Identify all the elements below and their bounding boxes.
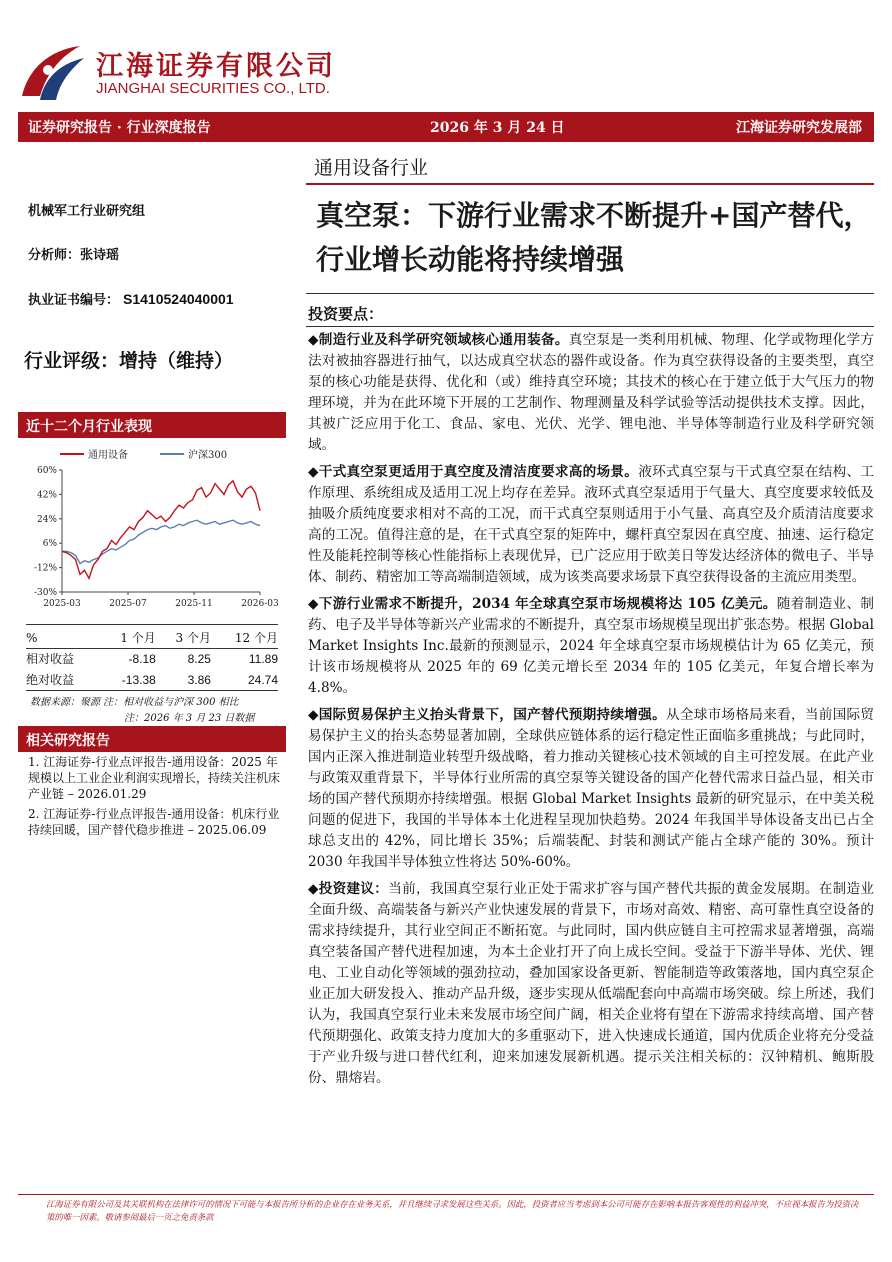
- table-header: 12 个月: [234, 631, 278, 645]
- related-report-item[interactable]: 1. 江海证券-行业点评报告-通用设备：2025 年规模以上工业企业利润实现增长，持续关注机床产业链 – 2026.01.29: [28, 755, 281, 801]
- highlight-lead: ◆国际贸易保护主义抬头背景下，国产替代预期持续增强。: [308, 707, 666, 723]
- certificate-line: [28, 289, 234, 308]
- report-type: 证券研究报告 · 行业深度报告: [28, 120, 211, 136]
- table-top-rule: [26, 624, 278, 625]
- y-tick-label: 60%: [36, 466, 57, 476]
- x-tick-label: 2025-07: [109, 599, 147, 609]
- related-reports-list: [28, 754, 280, 838]
- cell-1m: -8.18: [128, 651, 156, 666]
- x-tick-label: 2026-03: [241, 599, 279, 609]
- header-bar: [18, 112, 874, 142]
- highlight-paragraph: [308, 594, 874, 699]
- highlight-text: 当前，我国真空泵行业正处于需求扩容与国产替代共振的黄金发展期。在制造业全面升级、高端装备与新兴产业快速发展的背景下，市场对高效、精密、高可靠性真空设备的需求持续提升，其行业空间正不断拓宽。与此同时，国内供应链自主可控需求显著增强，高端真空装备国产替代进程加速，为本土企业打开了向上成长空间。受益于下游半导体、光伏、锂电、工业自动化等领域的强劲拉动，叠加国家设备更新、智能制造等政策落地，国内真空泵企业正加大研发投入、推动产品升级，逐步实现从低端配套向中高端市场突破。综上所述，我们认为，我国真空泵行业未来发展市场空间广阔，相关企业将有望在下游需求持续高增、国产替代预期强化、政策支持力度加大的多重驱动下，进入快速成长通道，国内优质企业将充分受益于产业升级与进口替代红利，迎来加速发展新机遇。提示关注相关标的：汉钟精机、鲍斯股份、鼎熔岩。: [308, 881, 874, 1086]
- highlight-text: 真空泵是一类利用机械、物理、化学或物理化学方法对被抽容器进行抽气，以达成真空状态的器件或设备。作为真空获得设备的主要类型，真空泵的核心功能是获得、优化和（或）维持真空环境；其技术的核心在于建立低于大气压力的物理环境，并为在此环境下开展的工艺制作、物理测量及科学试验等活动提供技术支撑。因此，其被广泛应用于化工、食品、家电、光伏、光学、锂电池、半导体等制造行业及科学研究领域。: [308, 332, 875, 453]
- table-row: [26, 669, 278, 690]
- highlight-text: 液环式真空泵与干式真空泵在结构、工作原理、系统组成及适用工况上均存在差异。液环式真空泵适用于气量大、真空度要求较低及抽吸介质纯度要求相对不高的工况，而干式真空泵则适用于小气量、高真空及介质清洁度要求高的工况。值得注意的是，在干式真空泵的矩阵中，螺杆真空泵因在真空度、抽速、运行稳定性及能耗控制等核心性能指标上表现优异，已广泛应用于欧美日等发达经济体的微电子、半导体、制药、精密加工等高端制造领域，成为该类高要求场景下真空获得设备的主流应用类型。: [308, 464, 874, 585]
- series-line: [62, 481, 260, 579]
- x-tick-label: 2025-03: [43, 599, 81, 609]
- investment-heading: 投资要点：: [308, 305, 384, 323]
- disclaimer: 江海证券有限公司及其关联机构在法律许可的情况下可能与本报告所分析的企业存在业务关系，并且继续寻求发展这些关系。因此，投资者应当考虑到本公司可能存在影响本报告客观性的利益冲突，不应视本报告为投资决策的唯一因素。敬请参阅最后一页之免责条款: [46, 1199, 859, 1222]
- y-tick-label: 6%: [42, 539, 57, 550]
- certificate-label: 执业证书编号：: [28, 293, 120, 308]
- footer-divider: [18, 1194, 874, 1195]
- highlight-paragraph: [308, 879, 874, 1089]
- legend-label: 沪深300: [188, 450, 228, 461]
- table-bottom-rule: [26, 690, 278, 691]
- y-tick-label: -12%: [33, 563, 57, 574]
- related-section-title: 相关研究报告: [18, 726, 286, 752]
- department: 江海证券研究发展部: [736, 120, 862, 136]
- legend-label: 通用设备: [88, 450, 128, 461]
- table-header: %: [26, 630, 38, 645]
- cell-3m: 3.86: [187, 672, 211, 687]
- brand-name-en: JIANGHAI SECURITIES CO., LTD.: [96, 80, 330, 97]
- report-title: 真空泵：下游行业需求不断提升+国产替代，行业增长动能将持续增强: [316, 199, 872, 276]
- table-mid-rule: [26, 648, 278, 649]
- investment-highlights: [308, 330, 874, 1095]
- company-logo-icon: [18, 40, 88, 106]
- highlight-lead: ◆投资建议：: [308, 881, 389, 897]
- related-report-item[interactable]: 2. 江海证券-行业点评报告-通用设备：机床行业持续回暖，国产替代稳步推进 – 2025.06.09: [28, 807, 280, 837]
- highlights-heading-rule: [306, 326, 874, 327]
- industry-rating: 行业评级：增持（维持）: [24, 350, 234, 372]
- table-header: 1 个月: [120, 631, 156, 645]
- table-row: [26, 648, 278, 669]
- source-date: 注：2026 年 3 月 23 日数据: [124, 713, 255, 724]
- series-line: [62, 520, 260, 563]
- y-tick-label: 24%: [36, 514, 57, 525]
- highlight-text: 从全球市场格局来看，当前国际贸易保护主义的抬头态势显著加剧，全球供应链体系的运行稳定性正面临多重挑战；与此同时，国内正深入推进制造业转型升级战略，着力推动关键核心技术领域的自主可控发展。在此产业与政策双重背景下，半导体行业所需的真空泵等关键设备的国产化替代需求日益凸显，相关市场的国产替代预期亦持续增强。根据 Global Market Insights 最新的研究显示，在中美关税问题的促进下，我国的半导体本土化进程呈现加快趋势。2024 年我国半导体设备支出已占全球总支出的 42%，同比增长 35%；后端装配、封装和测试产能占全球产能的 30%。预计 2030 年我国半导体独立性将达 50%-60%。: [308, 707, 875, 870]
- industry-label: 通用设备行业: [314, 157, 429, 179]
- research-group: 机械军工行业研究组: [28, 204, 146, 219]
- highlights-top-rule: [306, 293, 874, 294]
- highlight-lead: ◆下游行业需求不断提升，2034 年全球真空泵市场规模将达 105 亿美元。: [308, 596, 777, 612]
- row-label: 绝对收益: [26, 673, 75, 687]
- cell-3m: 8.25: [187, 651, 211, 666]
- y-tick-label: 42%: [36, 490, 57, 501]
- source-note: [30, 695, 278, 727]
- cell-12m: 24.74: [247, 672, 278, 687]
- report-date: 2026 年 3 月 24 日: [430, 120, 565, 136]
- certificate-number: S1410524040001: [123, 291, 234, 307]
- source-line: 数据来源：聚源 注：相对收益与沪深 300 相比: [30, 697, 239, 708]
- highlight-lead: ◆干式真空泵更适用于真空度及清洁度要求高的场景。: [308, 464, 639, 480]
- y-tick-label: -30%: [33, 588, 57, 598]
- performance-section-title: 近十二个月行业表现: [18, 412, 286, 438]
- highlight-paragraph: [308, 462, 874, 588]
- highlight-paragraph: [308, 705, 874, 873]
- brand-name-cn: 江海证券有限公司: [96, 51, 336, 82]
- x-tick-label: 2025-11: [175, 599, 213, 609]
- industry-divider: [306, 183, 874, 185]
- row-label: 相对收益: [26, 652, 75, 666]
- cell-12m: 11.89: [248, 651, 278, 666]
- analyst-name: 分析师：张诗瑶: [28, 248, 120, 263]
- highlight-paragraph: [308, 330, 874, 456]
- table-header: 3 个月: [175, 631, 211, 645]
- table-header-row: [26, 627, 278, 648]
- highlight-lead: ◆制造行业及科学研究领域核心通用装备。: [308, 332, 569, 348]
- cell-1m: -13.38: [121, 672, 156, 687]
- performance-table: [26, 627, 278, 690]
- performance-chart: [20, 440, 284, 616]
- highlight-text: 随着制造业、制药、电子及半导体等新兴产业需求的不断提升，真空泵市场规模呈现出扩张态势。根据 Global Market Insights Inc.最新的预测显示，2024 年全球真空泵市场规模估计为 65 亿美元，预计该市场规模将从 2025 年的 69 亿美元增长至 2034 年的 105 亿美元，年复合增长率为 4.8%。: [308, 596, 874, 696]
